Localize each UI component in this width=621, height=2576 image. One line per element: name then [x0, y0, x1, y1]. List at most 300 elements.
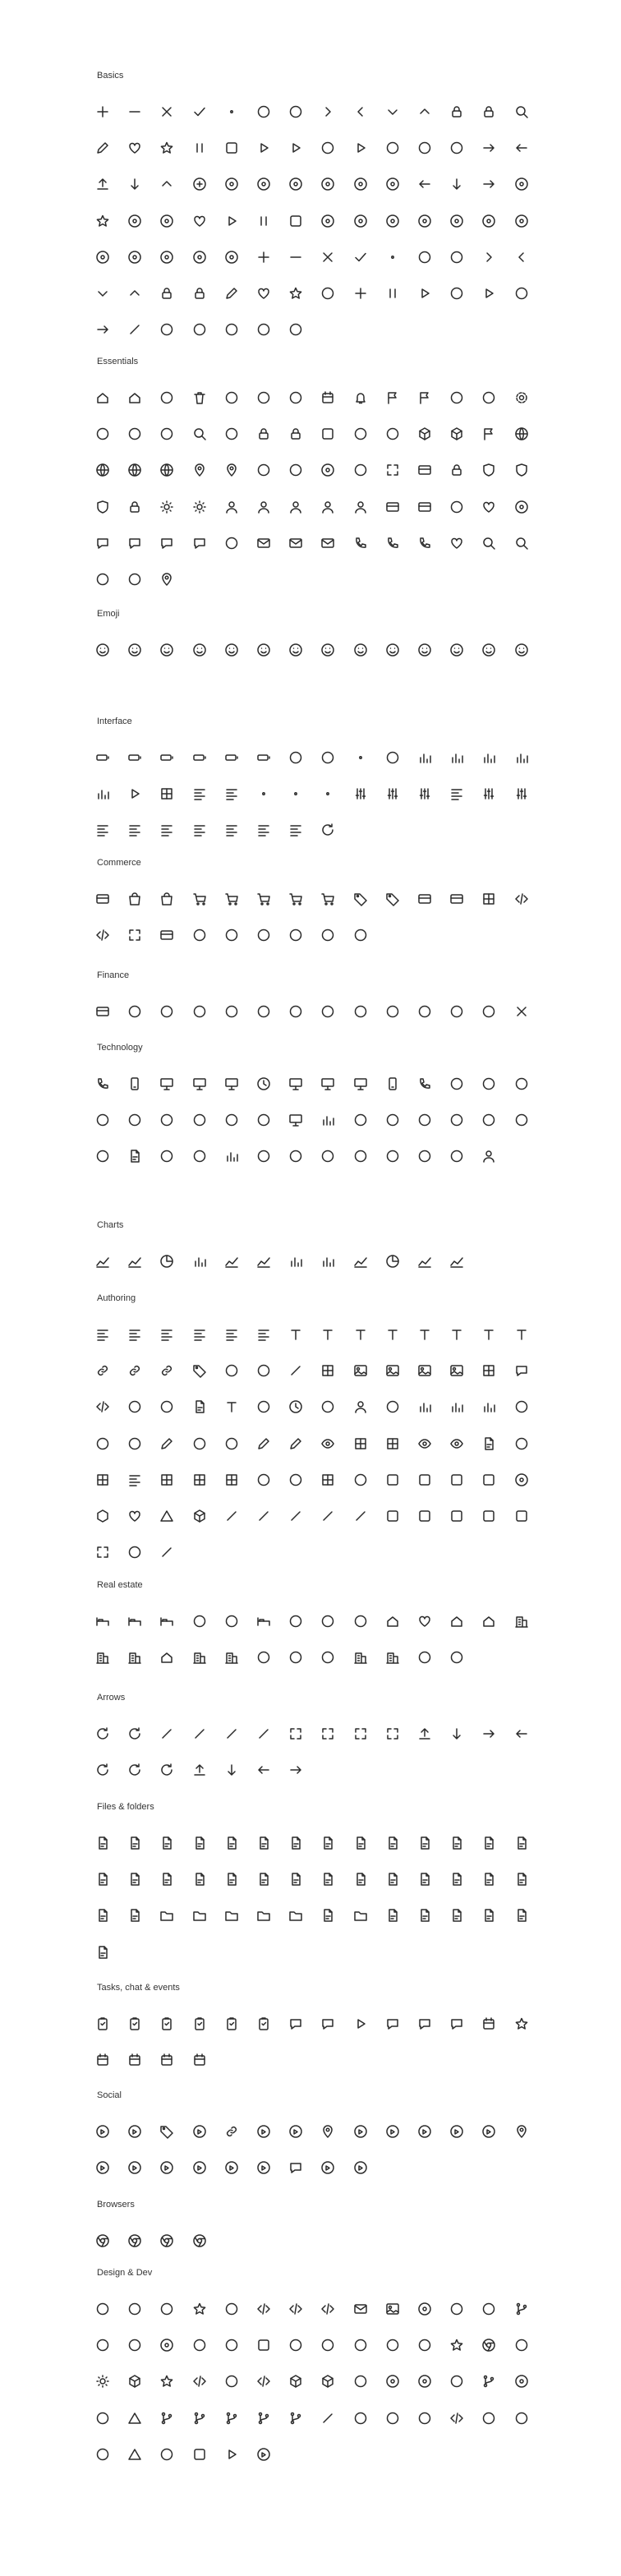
- barcode-alt-icon[interactable]: [94, 926, 112, 944]
- arrow-left-circle-icon[interactable]: [416, 175, 434, 193]
- stopwatch-icon[interactable]: [319, 425, 337, 443]
- down-arrow-small-icon[interactable]: [126, 320, 144, 339]
- user-circle-icon[interactable]: [319, 498, 337, 516]
- file-blank-icon[interactable]: [384, 1906, 402, 1924]
- skull-icon[interactable]: [513, 641, 531, 659]
- check-small-icon[interactable]: [352, 248, 370, 266]
- discord-icon[interactable]: [416, 2122, 434, 2141]
- up-circle-icon[interactable]: [480, 212, 498, 230]
- dev-box-icon[interactable]: [319, 2300, 337, 2318]
- bar-logo-icon[interactable]: [158, 2445, 176, 2463]
- wifi-icon[interactable]: [287, 749, 305, 767]
- heart-circle-icon[interactable]: [191, 212, 209, 230]
- google-drive-icon[interactable]: [255, 2445, 273, 2463]
- arrow-ne-icon[interactable]: [158, 1725, 176, 1743]
- question-circle-icon[interactable]: [352, 175, 370, 193]
- prev-circle-icon[interactable]: [352, 212, 370, 230]
- code-icon[interactable]: [94, 1398, 112, 1416]
- arrow-down-icon[interactable]: [126, 175, 144, 193]
- link-icon[interactable]: [126, 1362, 144, 1380]
- ladder-icon[interactable]: [448, 1648, 466, 1666]
- upload-icon[interactable]: [191, 1761, 209, 1779]
- pause-circle-icon[interactable]: [255, 212, 273, 230]
- bug-icon[interactable]: [480, 2409, 498, 2427]
- flipboard-icon[interactable]: [319, 2159, 337, 2177]
- flag-triangle-icon[interactable]: [416, 389, 434, 407]
- fireplace-icon[interactable]: [319, 1612, 337, 1630]
- git-commit-icon[interactable]: [223, 2409, 241, 2427]
- sun-alt-icon[interactable]: [94, 2372, 112, 2390]
- people-icon[interactable]: [352, 1398, 370, 1416]
- file-css-icon[interactable]: [126, 1870, 144, 1888]
- table-alt-icon[interactable]: [223, 1471, 241, 1489]
- bed-icon[interactable]: [94, 1612, 112, 1630]
- rupee-alt-icon[interactable]: [319, 1002, 337, 1021]
- prism-icon[interactable]: [126, 2409, 144, 2427]
- laugh-icon[interactable]: [255, 641, 273, 659]
- briefcase-icon[interactable]: [352, 425, 370, 443]
- plug-icon[interactable]: [287, 1147, 305, 1165]
- microchip-icon[interactable]: [513, 1111, 531, 1129]
- close-icon[interactable]: [158, 103, 176, 121]
- chevron-double-down-icon[interactable]: [416, 139, 434, 157]
- neutral-icon[interactable]: [191, 641, 209, 659]
- bar-chart-icon[interactable]: [191, 1252, 209, 1270]
- chat-icon[interactable]: [126, 534, 144, 552]
- file-psd-icon[interactable]: [480, 1870, 498, 1888]
- arrow-se-icon[interactable]: [255, 1725, 273, 1743]
- sliders-vertical-icon[interactable]: [416, 785, 434, 803]
- file-doc-icon[interactable]: [223, 1834, 241, 1852]
- compass-globe-icon[interactable]: [126, 461, 144, 479]
- qr-code-icon[interactable]: [480, 890, 498, 908]
- phone-ring-icon[interactable]: [416, 534, 434, 552]
- surprised-icon[interactable]: [384, 641, 402, 659]
- ticket-icon[interactable]: [158, 926, 176, 944]
- table-grid-icon[interactable]: [319, 1471, 337, 1489]
- firefox-icon[interactable]: [158, 2232, 176, 2250]
- git-branch-icon[interactable]: [158, 2409, 176, 2427]
- figma-icon[interactable]: [94, 2409, 112, 2427]
- id-card-alt-icon[interactable]: [416, 498, 434, 516]
- play-circle-icon[interactable]: [223, 212, 241, 230]
- clock-icon[interactable]: [255, 425, 273, 443]
- more-horizontal-icon[interactable]: [255, 785, 273, 803]
- file-text-icon[interactable]: [126, 1834, 144, 1852]
- sparkle-icon[interactable]: [448, 2336, 466, 2354]
- updown-small-icon[interactable]: [287, 320, 305, 339]
- house-icon[interactable]: [126, 389, 144, 407]
- lock-small-icon[interactable]: [158, 284, 176, 302]
- row-cols-icon[interactable]: [158, 1471, 176, 1489]
- whatsapp-alt-icon[interactable]: [94, 2159, 112, 2177]
- list-alt-icon[interactable]: [223, 785, 241, 803]
- chat-box-alt-icon[interactable]: [319, 2015, 337, 2033]
- file-js-icon[interactable]: [94, 1870, 112, 1888]
- phone-heart-icon[interactable]: [448, 534, 466, 552]
- youtube-icon[interactable]: [287, 2122, 305, 2141]
- sort-down-icon[interactable]: [158, 821, 176, 839]
- pin-icon[interactable]: [223, 461, 241, 479]
- download-icon[interactable]: [223, 1761, 241, 1779]
- filter-icon[interactable]: [94, 821, 112, 839]
- skype-icon[interactable]: [158, 2159, 176, 2177]
- house-heart-icon[interactable]: [416, 1612, 434, 1630]
- step-icon[interactable]: [319, 1507, 337, 1525]
- pilcrow-icon[interactable]: [287, 1325, 305, 1343]
- brackets-icon[interactable]: [255, 1362, 273, 1380]
- yen-icon[interactable]: [352, 1002, 370, 1021]
- hourglass-icon[interactable]: [223, 425, 241, 443]
- check-circle-alt2-icon[interactable]: [158, 212, 176, 230]
- folder-alt-icon[interactable]: [287, 1906, 305, 1924]
- desktop-alt2-icon[interactable]: [352, 1075, 370, 1093]
- plus-icon[interactable]: [94, 103, 112, 121]
- double-circle-icon[interactable]: [384, 212, 402, 230]
- bitcoin-icon[interactable]: [416, 1002, 434, 1021]
- file-gif-icon[interactable]: [287, 1870, 305, 1888]
- right-arrow-small-icon[interactable]: [94, 320, 112, 339]
- messenger-icon[interactable]: [480, 2122, 498, 2141]
- rupee-icon[interactable]: [191, 1002, 209, 1021]
- quote-icon[interactable]: [513, 1362, 531, 1380]
- desktop-alt-icon[interactable]: [319, 1075, 337, 1093]
- right-tack-small-icon[interactable]: [191, 320, 209, 339]
- sort-alpha-icon[interactable]: [223, 821, 241, 839]
- anchor-icon[interactable]: [480, 389, 498, 407]
- plus-circle-icon[interactable]: [191, 175, 209, 193]
- podcast-icon[interactable]: [480, 2300, 498, 2318]
- clipboard-alt-icon[interactable]: [191, 2015, 209, 2033]
- line-chart-icon[interactable]: [223, 1252, 241, 1270]
- key-icon[interactable]: [287, 1648, 305, 1666]
- codesandbox-icon[interactable]: [255, 2372, 273, 2390]
- nodejs-icon[interactable]: [416, 2336, 434, 2354]
- desktop-icon[interactable]: [287, 1075, 305, 1093]
- arrow-sw-icon[interactable]: [223, 1725, 241, 1743]
- headset-icon[interactable]: [448, 1075, 466, 1093]
- layers-icon[interactable]: [191, 1435, 209, 1453]
- layout-icon[interactable]: [480, 1362, 498, 1380]
- contrast-icon[interactable]: [158, 2336, 176, 2354]
- magnifier-icon[interactable]: [191, 425, 209, 443]
- curve-icon[interactable]: [352, 1507, 370, 1525]
- euro-icon[interactable]: [255, 1002, 273, 1021]
- fingerprint-icon[interactable]: [352, 461, 370, 479]
- battery-low-icon[interactable]: [126, 749, 144, 767]
- dollar-icon[interactable]: [223, 1002, 241, 1021]
- copy-sq-icon[interactable]: [416, 1507, 434, 1525]
- percent-icon[interactable]: [223, 926, 241, 944]
- heart-shape-icon[interactable]: [126, 1507, 144, 1525]
- tape-alt-icon[interactable]: [480, 1111, 498, 1129]
- down-circle-icon[interactable]: [448, 212, 466, 230]
- column-chart-alt-icon[interactable]: [319, 1252, 337, 1270]
- package-icon[interactable]: [287, 2372, 305, 2390]
- devices-icon[interactable]: [384, 1075, 402, 1093]
- pinterest-icon[interactable]: [319, 2122, 337, 2141]
- headphones-icon[interactable]: [416, 1075, 434, 1093]
- note-icon[interactable]: [480, 1435, 498, 1453]
- file-code-icon[interactable]: [319, 1834, 337, 1852]
- google-icon[interactable]: [255, 2122, 273, 2141]
- storefront-icon[interactable]: [384, 1648, 402, 1666]
- bag-icon[interactable]: [126, 890, 144, 908]
- folder-open-icon[interactable]: [223, 1906, 241, 1924]
- clipboard-date-icon[interactable]: [223, 2015, 241, 2033]
- file-image-icon[interactable]: [287, 1834, 305, 1852]
- puzzle-icon[interactable]: [191, 2336, 209, 2354]
- gamepad-icon[interactable]: [158, 1111, 176, 1129]
- cloud-bot-icon[interactable]: [416, 1147, 434, 1165]
- folder-file-icon[interactable]: [319, 1906, 337, 1924]
- car-icon[interactable]: [223, 1111, 241, 1129]
- up-chevron-small-icon[interactable]: [126, 284, 144, 302]
- frame-icon[interactable]: [384, 1471, 402, 1489]
- ruler-icon[interactable]: [513, 2409, 531, 2427]
- zoom-out-icon[interactable]: [513, 534, 531, 552]
- home-icon[interactable]: [94, 389, 112, 407]
- check-circle-icon[interactable]: [287, 175, 305, 193]
- column-icon[interactable]: [480, 1398, 498, 1416]
- file-rar-icon[interactable]: [416, 1870, 434, 1888]
- hand-leaf-icon[interactable]: [94, 570, 112, 588]
- printer-icon[interactable]: [158, 389, 176, 407]
- arrow-to-left-icon[interactable]: [513, 1725, 531, 1743]
- won-icon[interactable]: [384, 1002, 402, 1021]
- globe-alt-icon[interactable]: [94, 461, 112, 479]
- hashtag-icon[interactable]: [191, 1362, 209, 1380]
- chat-check-icon[interactable]: [384, 2015, 402, 2033]
- chrome-icon[interactable]: [94, 2232, 112, 2250]
- tower-icon[interactable]: [191, 1648, 209, 1666]
- dot-icon[interactable]: [352, 749, 370, 767]
- shopping-bag-icon[interactable]: [158, 890, 176, 908]
- file-icon[interactable]: [94, 1834, 112, 1852]
- corner-tr-icon[interactable]: [287, 1471, 305, 1489]
- smile-icon[interactable]: [94, 641, 112, 659]
- exclamation-icon[interactable]: [223, 103, 241, 121]
- cabinet-icon[interactable]: [352, 1612, 370, 1630]
- italic-icon[interactable]: [448, 1325, 466, 1343]
- clipboard-user-icon[interactable]: [255, 2015, 273, 2033]
- list-ordered-icon[interactable]: [223, 1325, 241, 1343]
- block-icon[interactable]: [126, 498, 144, 516]
- ear-icon[interactable]: [126, 1398, 144, 1416]
- sliders-alt-icon[interactable]: [384, 785, 402, 803]
- whatsapp-icon[interactable]: [384, 2122, 402, 2141]
- cols-icon[interactable]: [191, 1471, 209, 1489]
- exclamation-circle-alt-icon[interactable]: [513, 212, 531, 230]
- clock-alt-icon[interactable]: [287, 425, 305, 443]
- fast-forward-icon[interactable]: [287, 139, 305, 157]
- sort-numeric-icon[interactable]: [191, 821, 209, 839]
- highlighter-icon[interactable]: [158, 1435, 176, 1453]
- book-open-icon[interactable]: [158, 2300, 176, 2318]
- octocat-icon[interactable]: [480, 641, 498, 659]
- eraser-icon[interactable]: [255, 389, 273, 407]
- lightbulb-icon[interactable]: [126, 570, 144, 588]
- basket-icon[interactable]: [191, 890, 209, 908]
- bowl-icon[interactable]: [352, 2372, 370, 2390]
- file-grid-icon[interactable]: [94, 1906, 112, 1924]
- underline-icon[interactable]: [480, 1325, 498, 1343]
- bathtub-icon[interactable]: [255, 1612, 273, 1630]
- bookmark-icon[interactable]: [158, 425, 176, 443]
- star-small-icon[interactable]: [287, 284, 305, 302]
- area-chart-icon[interactable]: [255, 1252, 273, 1270]
- file-sheet-icon[interactable]: [255, 1834, 273, 1852]
- scan-code-icon[interactable]: [126, 926, 144, 944]
- ruler-alt-icon[interactable]: [94, 2445, 112, 2463]
- clipboard-list-icon[interactable]: [126, 2015, 144, 2033]
- arrow-to-right-icon[interactable]: [480, 1725, 498, 1743]
- radar-icon[interactable]: [384, 1252, 402, 1270]
- code-window-icon[interactable]: [191, 2372, 209, 2390]
- battery-full-icon[interactable]: [223, 749, 241, 767]
- alien-icon[interactable]: [416, 641, 434, 659]
- facebook-icon[interactable]: [126, 2122, 144, 2141]
- thermometer-icon[interactable]: [352, 1147, 370, 1165]
- superscript-icon[interactable]: [384, 1325, 402, 1343]
- trash-icon[interactable]: [191, 389, 209, 407]
- close-circle-icon[interactable]: [255, 175, 273, 193]
- file-html-icon[interactable]: [158, 1870, 176, 1888]
- left-small-icon[interactable]: [513, 248, 531, 266]
- speaker-icon[interactable]: [223, 1147, 241, 1165]
- clipboard-check-icon[interactable]: [158, 2015, 176, 2033]
- monitor-icon[interactable]: [158, 1075, 176, 1093]
- frame-dashed-icon[interactable]: [448, 1471, 466, 1489]
- terminal-icon[interactable]: [448, 2409, 466, 2427]
- phone-icon[interactable]: [352, 534, 370, 552]
- file-xml-icon[interactable]: [352, 1870, 370, 1888]
- table-icon[interactable]: [319, 1362, 337, 1380]
- send-icon[interactable]: [223, 534, 241, 552]
- expand-icon[interactable]: [287, 1725, 305, 1743]
- file-ppt-icon[interactable]: [416, 1834, 434, 1852]
- crosshair-icon[interactable]: [287, 461, 305, 479]
- shield-check-icon[interactable]: [94, 498, 112, 516]
- rotate-cw-icon[interactable]: [126, 1725, 144, 1743]
- refresh-alt-icon[interactable]: [126, 1761, 144, 1779]
- eye-icon[interactable]: [416, 1435, 434, 1453]
- glasses-icon[interactable]: [255, 1648, 273, 1666]
- copyright-icon[interactable]: [448, 2300, 466, 2318]
- safe-icon[interactable]: [126, 1002, 144, 1021]
- calculator-icon[interactable]: [158, 1002, 176, 1021]
- trend-down-icon[interactable]: [448, 1252, 466, 1270]
- flag-icon[interactable]: [384, 389, 402, 407]
- apple-icon[interactable]: [94, 2300, 112, 2318]
- shop-icon[interactable]: [94, 1648, 112, 1666]
- user-add-icon[interactable]: [255, 498, 273, 516]
- telegram-icon[interactable]: [191, 2159, 209, 2177]
- cart-icon[interactable]: [255, 890, 273, 908]
- robot-icon[interactable]: [352, 1111, 370, 1129]
- arrow-nw-icon[interactable]: [191, 1725, 209, 1743]
- user-icon[interactable]: [223, 498, 241, 516]
- users-icon[interactable]: [287, 498, 305, 516]
- backspace-icon[interactable]: [223, 1362, 241, 1380]
- dome-icon[interactable]: [448, 1612, 466, 1630]
- brightness-icon[interactable]: [158, 498, 176, 516]
- text-image-alt-icon[interactable]: [448, 1362, 466, 1380]
- exclamation-small-icon[interactable]: [384, 248, 402, 266]
- cube-icon[interactable]: [191, 1507, 209, 1525]
- trend-up-icon[interactable]: [416, 1252, 434, 1270]
- corner-icon[interactable]: [352, 1471, 370, 1489]
- target-icon[interactable]: [513, 498, 531, 516]
- rw-small-icon[interactable]: [513, 284, 531, 302]
- folder-dot-icon[interactable]: [255, 1906, 273, 1924]
- text-image-icon[interactable]: [416, 1362, 434, 1380]
- twitch-icon[interactable]: [223, 2159, 241, 2177]
- file-zip-icon[interactable]: [480, 1834, 498, 1852]
- chat-round-icon[interactable]: [158, 534, 176, 552]
- right-small-icon[interactable]: [480, 248, 498, 266]
- exclamation-circle-icon[interactable]: [319, 175, 337, 193]
- settings-icon[interactable]: [513, 389, 531, 407]
- aperture-icon[interactable]: [416, 2300, 434, 2318]
- battery-charge-icon[interactable]: [255, 749, 273, 767]
- framer-alt-icon[interactable]: [191, 2445, 209, 2463]
- phone-off-icon[interactable]: [384, 534, 402, 552]
- minimize-icon[interactable]: [384, 1725, 402, 1743]
- receipt-icon[interactable]: [352, 926, 370, 944]
- calendar-check-icon[interactable]: [126, 2051, 144, 2069]
- inbox-alt-icon[interactable]: [448, 425, 466, 443]
- magic-icon[interactable]: [384, 1398, 402, 1416]
- basket-alt-icon[interactable]: [223, 890, 241, 908]
- id-book-icon[interactable]: [448, 498, 466, 516]
- next-circle-icon[interactable]: [319, 212, 337, 230]
- skip-small-icon[interactable]: [448, 284, 466, 302]
- user-square-icon[interactable]: [352, 498, 370, 516]
- calendar-plus-icon[interactable]: [158, 2051, 176, 2069]
- bold-icon[interactable]: [416, 1325, 434, 1343]
- webhook-icon[interactable]: [94, 2336, 112, 2354]
- up-tack-icon[interactable]: [255, 103, 273, 121]
- share-icon[interactable]: [287, 389, 305, 407]
- badge-icon[interactable]: [191, 926, 209, 944]
- folder-icon[interactable]: [158, 1906, 176, 1924]
- atom-icon[interactable]: [126, 2372, 144, 2390]
- bot-icon[interactable]: [223, 2336, 241, 2354]
- note-file-icon[interactable]: [513, 1870, 531, 1888]
- envelope-icon[interactable]: [319, 534, 337, 552]
- bluetooth-icon[interactable]: [384, 749, 402, 767]
- download-line-icon[interactable]: [448, 1725, 466, 1743]
- watch-icon[interactable]: [255, 1075, 273, 1093]
- credit-card-icon[interactable]: [94, 890, 112, 908]
- question-circle-alt-icon[interactable]: [94, 248, 112, 266]
- lock-closed-icon[interactable]: [448, 103, 466, 121]
- asterisk-small-icon[interactable]: [319, 284, 337, 302]
- map-pin-icon[interactable]: [191, 461, 209, 479]
- ghost-icon[interactable]: [448, 641, 466, 659]
- layers-alt-icon[interactable]: [223, 1435, 241, 1453]
- file-pdf-icon[interactable]: [384, 1834, 402, 1852]
- repeat-icon[interactable]: [158, 1761, 176, 1779]
- check-circle-alt-icon[interactable]: [126, 212, 144, 230]
- arch-icon[interactable]: [191, 1612, 209, 1630]
- triangle-chart-icon[interactable]: [352, 1252, 370, 1270]
- zoom-in-icon[interactable]: [480, 534, 498, 552]
- edge-icon[interactable]: [191, 2232, 209, 2250]
- grid-lines-alt-icon[interactable]: [384, 1435, 402, 1453]
- arrow-left-icon[interactable]: [513, 139, 531, 157]
